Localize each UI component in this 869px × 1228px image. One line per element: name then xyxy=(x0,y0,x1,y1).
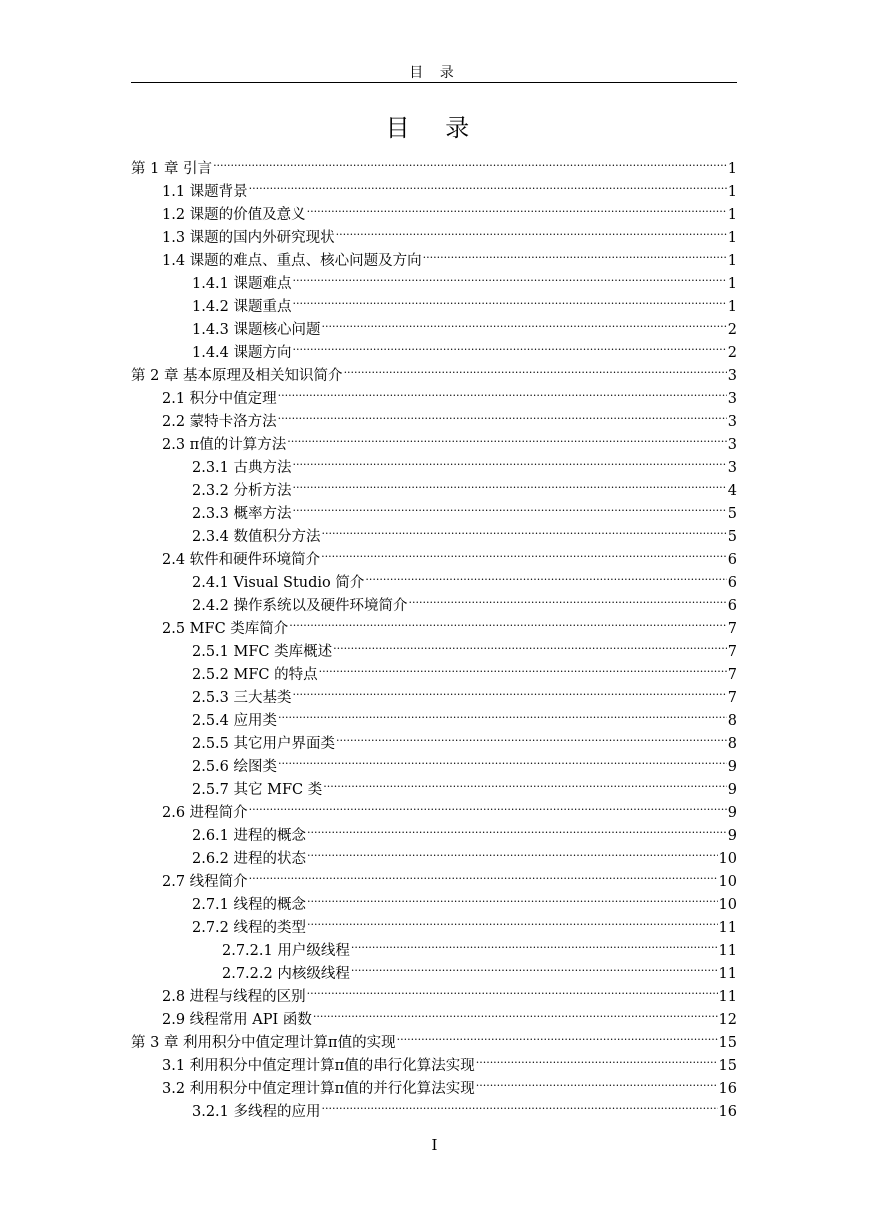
toc-entry-label: 2.7 线程简介 xyxy=(162,874,248,890)
toc-entry-page: 10 xyxy=(718,897,737,913)
toc-entry-label: 2.4.1 Visual Studio 简介 xyxy=(192,575,365,591)
toc-entry-label: 1.4.4 课题方向 xyxy=(192,345,292,361)
toc-dot-leader xyxy=(307,978,718,1001)
toc-entry-page: 1 xyxy=(727,184,737,200)
toc-dot-leader xyxy=(322,311,727,334)
toc-dot-leader xyxy=(249,863,718,886)
toc-entry-label: 2.4.2 操作系统以及硬件环境简介 xyxy=(192,598,408,614)
toc-entry-label: 第 1 章 引言 xyxy=(131,161,213,177)
toc-dot-leader xyxy=(307,909,718,932)
toc-entry-page: 3 xyxy=(727,368,737,384)
toc-entry-label: 2.9 线程常用 API 函数 xyxy=(162,1012,312,1028)
toc-entry[interactable] xyxy=(131,173,737,200)
toc-entry-page: 15 xyxy=(718,1058,737,1074)
toc-entry-label: 2.3.1 古典方法 xyxy=(192,460,292,476)
toc-entry-page: 3 xyxy=(727,391,737,407)
toc-entry-page: 1 xyxy=(727,207,737,223)
toc-dot-leader xyxy=(307,840,718,863)
toc-dot-leader xyxy=(293,334,727,357)
toc-dot-leader xyxy=(278,702,727,725)
toc-dot-leader xyxy=(307,196,727,219)
toc-dot-leader xyxy=(409,587,727,610)
toc-entry-label: 1.3 课题的国内外研究现状 xyxy=(162,230,335,246)
toc-entry-page: 3 xyxy=(727,414,737,430)
toc-dot-leader xyxy=(351,932,718,955)
toc-dot-leader xyxy=(351,955,718,978)
toc-entry-label: 2.3.2 分析方法 xyxy=(192,483,292,499)
toc-entry-page: 6 xyxy=(727,552,737,568)
toc-entry-label: 2.5.2 MFC 的特点 xyxy=(192,667,318,683)
toc-dot-leader xyxy=(293,288,727,311)
toc-entry-page: 9 xyxy=(727,828,737,844)
toc-entry-page: 1 xyxy=(727,276,737,292)
toc-dot-leader xyxy=(293,265,727,288)
toc-dot-leader xyxy=(287,426,727,449)
toc-entry-label: 2.1 积分中值定理 xyxy=(162,391,277,407)
toc-entry-label: 3.2.1 多线程的应用 xyxy=(192,1104,321,1120)
toc-entry-page: 7 xyxy=(727,644,737,660)
toc-dot-leader xyxy=(293,495,727,518)
toc-dot-leader xyxy=(289,610,726,633)
toc-entry-page: 2 xyxy=(727,345,737,361)
toc-entry-label: 第 2 章 基本原理及相关知识简介 xyxy=(131,368,343,384)
toc-entry-page: 5 xyxy=(727,506,737,522)
toc-entry-page: 8 xyxy=(727,713,737,729)
toc-entry-page: 2 xyxy=(727,322,737,338)
toc-dot-leader xyxy=(307,817,727,840)
toc-dot-leader xyxy=(321,541,727,564)
toc-entry-label: 2.6 进程简介 xyxy=(162,805,248,821)
toc-dot-leader xyxy=(323,771,727,794)
toc-dot-leader xyxy=(313,1001,718,1024)
toc-entry-label: 2.5.3 三大基类 xyxy=(192,690,292,706)
toc-entry-label: 3.1 利用积分中值定理计算π值的串行化算法实现 xyxy=(162,1058,475,1074)
toc-dot-leader xyxy=(333,633,727,656)
toc-dot-leader xyxy=(423,242,727,265)
toc-dot-leader xyxy=(278,403,727,426)
toc-dot-leader xyxy=(344,357,727,380)
toc-entry-page: 9 xyxy=(727,759,737,775)
toc-dot-leader xyxy=(213,150,727,173)
toc-entry-label: 1.1 课题背景 xyxy=(162,184,248,200)
toc-dot-leader xyxy=(293,472,727,495)
toc-entry-page: 1 xyxy=(727,299,737,315)
page-title: 目 录 xyxy=(385,114,484,142)
toc-entry-label: 1.4.1 课题难点 xyxy=(192,276,292,292)
toc-entry-page: 16 xyxy=(718,1104,737,1120)
toc-entry-page: 3 xyxy=(727,460,737,476)
toc-entry-page: 11 xyxy=(718,966,737,982)
toc-entry-label: 3.2 利用积分中值定理计算π值的并行化算法实现 xyxy=(162,1081,475,1097)
toc-entry-label: 2.7.2.2 内核级线程 xyxy=(222,966,350,982)
toc-entry-label: 1.4 课题的难点、重点、核心问题及方向 xyxy=(162,253,422,269)
toc-entry-label: 2.3 π值的计算方法 xyxy=(162,437,287,453)
toc-entry-label: 2.6.1 进程的概念 xyxy=(192,828,307,844)
header-rule xyxy=(131,82,737,83)
toc-entry-label: 2.2 蒙特卡洛方法 xyxy=(162,414,277,430)
toc-dot-leader xyxy=(319,656,727,679)
toc-entry-page: 1 xyxy=(727,230,737,246)
toc-dot-leader xyxy=(322,1093,718,1116)
toc-dot-leader xyxy=(336,725,727,748)
toc-entry-label: 1.4.2 课题重点 xyxy=(192,299,292,315)
toc-entry-page: 15 xyxy=(718,1035,737,1051)
toc-entry-label: 2.5 MFC 类库简介 xyxy=(162,621,289,637)
toc-entry[interactable] xyxy=(131,150,737,177)
toc-entry-page: 3 xyxy=(727,437,737,453)
toc-entry-page: 4 xyxy=(727,483,737,499)
toc-dot-leader xyxy=(307,886,718,909)
toc-entry-page: 1 xyxy=(727,253,737,269)
toc-entry-label: 2.7.2 线程的类型 xyxy=(192,920,307,936)
toc-entry-page: 8 xyxy=(727,736,737,752)
toc-entry-page: 10 xyxy=(718,851,737,867)
toc-entry-page: 9 xyxy=(727,782,737,798)
toc-entry-page: 5 xyxy=(727,529,737,545)
toc-entry-label: 2.7.2.1 用户级线程 xyxy=(222,943,350,959)
table-of-contents xyxy=(131,150,737,1120)
toc-entry-page: 6 xyxy=(727,575,737,591)
toc-entry-label: 2.8 进程与线程的区别 xyxy=(162,989,306,1005)
toc-dot-leader xyxy=(322,518,727,541)
toc-entry-page: 1 xyxy=(727,161,737,177)
toc-dot-leader xyxy=(249,794,727,817)
toc-entry-label: 第 3 章 利用积分中值定理计算π值的实现 xyxy=(131,1035,396,1051)
toc-entry-page: 7 xyxy=(727,690,737,706)
toc-entry-label: 2.3.4 数值积分方法 xyxy=(192,529,321,545)
toc-entry-label: 2.4 软件和硬件环境简介 xyxy=(162,552,321,568)
toc-entry-page: 11 xyxy=(718,920,737,936)
toc-dot-leader xyxy=(249,173,727,196)
toc-entry-label: 2.6.2 进程的状态 xyxy=(192,851,307,867)
running-header: 目 录 xyxy=(409,65,460,81)
toc-dot-leader xyxy=(278,380,727,403)
toc-entry-label: 2.5.5 其它用户界面类 xyxy=(192,736,336,752)
toc-entry-label: 2.5.1 MFC 类库概述 xyxy=(192,644,333,660)
toc-dot-leader xyxy=(293,679,727,702)
toc-entry-page: 7 xyxy=(727,667,737,683)
toc-entry-page: 11 xyxy=(718,989,737,1005)
toc-entry-label: 2.7.1 线程的概念 xyxy=(192,897,307,913)
toc-dot-leader xyxy=(365,564,726,587)
toc-entry-page: 6 xyxy=(727,598,737,614)
toc-dot-leader xyxy=(278,748,727,771)
toc-dot-leader xyxy=(476,1047,718,1070)
toc-entry-page: 10 xyxy=(718,874,737,890)
toc-entry-page: 7 xyxy=(727,621,737,637)
toc-dot-leader xyxy=(293,449,727,472)
toc-entry-label: 1.4.3 课题核心问题 xyxy=(192,322,321,338)
toc-entry-label: 2.3.3 概率方法 xyxy=(192,506,292,522)
toc-entry-page: 9 xyxy=(727,805,737,821)
toc-entry-page: 11 xyxy=(718,943,737,959)
page-number: I xyxy=(431,1136,438,1154)
toc-entry-label: 2.5.7 其它 MFC 类 xyxy=(192,782,323,798)
toc-entry-page: 12 xyxy=(718,1012,737,1028)
toc-entry-label: 2.5.4 应用类 xyxy=(192,713,278,729)
toc-entry-label: 1.2 课题的价值及意义 xyxy=(162,207,306,223)
toc-entry-page: 16 xyxy=(718,1081,737,1097)
toc-entry-label: 2.5.6 绘图类 xyxy=(192,759,278,775)
toc-dot-leader xyxy=(336,219,727,242)
toc-dot-leader xyxy=(476,1070,718,1093)
toc-dot-leader xyxy=(397,1024,718,1047)
